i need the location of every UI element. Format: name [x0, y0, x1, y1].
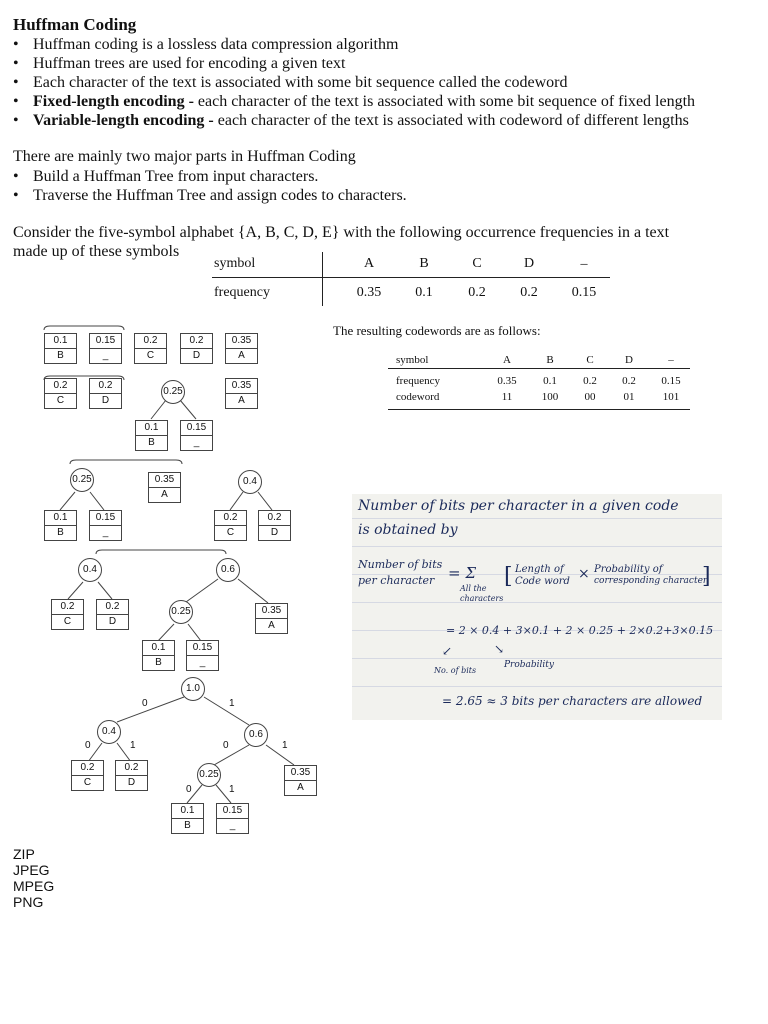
table-cell: 0.15 — [661, 375, 681, 387]
tree-node: 0.25 — [197, 763, 221, 787]
list-item: • Variable-length encoding - each character of the text is associated with codeword of different lengths — [13, 111, 695, 130]
tree-edge — [186, 579, 218, 602]
note-times: × — [578, 566, 590, 582]
edge-label: 0 — [142, 698, 148, 709]
table-cell: 0.2 — [622, 375, 636, 387]
parts-list — [13, 167, 407, 205]
table-cell: D — [523, 256, 535, 271]
tree-edge — [266, 745, 294, 765]
table-cell: 101 — [662, 391, 680, 403]
table-cell: 0.2 — [468, 285, 486, 300]
table-rule — [388, 368, 690, 369]
table-cell: 0.15 — [571, 285, 597, 300]
table-rule — [212, 277, 610, 278]
codeword-caption: The resulting codewords are as follows: — [333, 323, 541, 338]
table-cell: _ — [668, 350, 674, 362]
list-item: ZIP — [13, 846, 35, 862]
tree-edge — [70, 460, 182, 464]
table-cell: 01 — [623, 391, 635, 403]
leaf-box: 0.2 C — [51, 599, 84, 630]
leaf-box: 0.15 _ — [89, 333, 122, 364]
leaf-box: 0.35 A — [148, 472, 181, 503]
note-sum-sub: All the — [460, 584, 487, 593]
note-bracket: Length of — [515, 564, 564, 575]
tree-node: 1.0 — [181, 677, 205, 701]
table-cell: 0.35 — [497, 375, 517, 387]
tree-node: 0.4 — [238, 470, 262, 494]
leaf-box: 0.35 A — [255, 603, 288, 634]
table-cell: C — [472, 256, 482, 271]
table-rule — [388, 409, 690, 410]
table-cell: B — [546, 354, 554, 366]
leaf-box: 0.15 _ — [216, 803, 249, 834]
tree-node: 0.25 — [169, 600, 193, 624]
handwritten-note-image: Number of bits per character in a given code is obtained by Number of bits per character = Σ All the characters [ Length of Code word × Probability of corresponding character ] = 2 × 0.4 + 3×0.1 + 2 × 0.25 + 2×0.2+3×0.15 ↙ ↘ No. of bits Probability = 2.65 ≈ 3 bits per characters are allowed — [352, 494, 722, 720]
tree-edge — [188, 624, 201, 641]
note-bracket: Probability of — [594, 564, 663, 575]
tree-edge — [238, 579, 268, 603]
leaf-box: 0.1 B — [142, 640, 175, 671]
leaf-box: 0.2 D — [96, 599, 129, 630]
table-cell: 11 — [501, 391, 513, 403]
leaf-box: 0.2 C — [71, 760, 104, 791]
note-bracket: corresponding character — [594, 576, 708, 586]
table-cell: D — [625, 354, 633, 366]
note-line: Number of bits — [358, 558, 443, 571]
tree-edge — [117, 697, 184, 722]
leaf-box: 0.15 _ — [180, 420, 213, 451]
leaf-box: 0.2 D — [258, 510, 291, 541]
leaf-box: 0.1 B — [44, 333, 77, 364]
tree-node: 0.25 — [70, 468, 94, 492]
tree-node: 0.4 — [97, 720, 121, 744]
consider-line-1: Consider the five-symbol alphabet {A, B, C, D, E} with the following occurrence frequencies in a text — [13, 224, 670, 241]
list-item: JPEG — [13, 862, 50, 878]
note-label: Probability — [504, 660, 555, 670]
table-cell: 0.35 — [356, 285, 382, 300]
tree-edge — [96, 550, 226, 554]
edge-label: 1 — [229, 784, 235, 795]
row-label: symbol — [214, 256, 256, 271]
list-item: • Build a Huffman Tree from input characters. — [13, 167, 407, 186]
page-title: Huffman Coding — [13, 15, 137, 34]
row-label: symbol — [396, 354, 429, 366]
row-label: frequency — [214, 285, 270, 300]
tree-edge — [204, 697, 249, 725]
edge-label: 1 — [282, 740, 288, 751]
leaf-box: 0.2 D — [115, 760, 148, 791]
tree-node: 0.4 — [78, 558, 102, 582]
tree-node: 0.6 — [244, 723, 268, 747]
table-cell: 0.2 — [520, 285, 538, 300]
leaf-box: 0.15 _ — [89, 510, 122, 541]
table-cell: 0.1 — [415, 285, 433, 300]
definition-list — [13, 35, 695, 130]
list-item: • Huffman trees are used for encoding a given text — [13, 54, 695, 73]
table-cell: A — [363, 256, 375, 271]
table-cell: 100 — [541, 391, 559, 403]
leaf-box: 0.35 A — [225, 333, 258, 364]
table-cell: 00 — [584, 391, 596, 403]
tree-edge — [98, 582, 112, 599]
table-cell: B — [419, 256, 429, 271]
note-calc: = 2 × 0.4 + 3×0.1 + 2 × 0.25 + 2×0.2+3×0.15 — [446, 624, 714, 637]
tree-node: 0.25 — [161, 380, 185, 404]
leaf-box: 0.1 B — [44, 510, 77, 541]
frequency-table — [212, 252, 610, 306]
tree-node: 0.6 — [216, 558, 240, 582]
tree-edge — [44, 326, 124, 330]
leaf-box: 0.2 C — [134, 333, 167, 364]
leaf-box: 0.2 D — [89, 378, 122, 409]
list-item: • Huffman coding is a lossless data compression algorithm — [13, 35, 695, 54]
edge-label: 1 — [130, 740, 136, 751]
codeword-table — [388, 350, 690, 410]
leaf-box: 0.1 B — [135, 420, 168, 451]
note-line: Number of bits per character in a given code — [358, 498, 679, 514]
note-sum: = Σ — [448, 564, 476, 582]
table-cell: 0.2 — [583, 375, 597, 387]
consider-line-2: made up of these symbols — [13, 243, 180, 260]
tree-edge — [60, 492, 75, 510]
tree-edge — [158, 624, 174, 641]
leaf-box: 0.15 _ — [186, 640, 219, 671]
list-item: • Each character of the text is associated with some bit sequence called the codeword — [13, 73, 695, 92]
leaf-box: 0.2 D — [180, 333, 213, 364]
list-item: PNG — [13, 894, 44, 910]
table-cell: _ — [580, 252, 588, 267]
edge-label: 0 — [186, 784, 192, 795]
table-cell: C — [586, 354, 594, 366]
tree-edge — [180, 400, 196, 419]
note-result: = 2.65 ≈ 3 bits per characters are allowed — [442, 694, 703, 708]
note-line: per character — [358, 574, 435, 587]
edge-label: 0 — [85, 740, 91, 751]
note-sum-sub: characters — [460, 594, 504, 603]
edge-label: 1 — [229, 698, 235, 709]
leaf-box: 0.1 B — [171, 803, 204, 834]
table-rule — [322, 252, 323, 306]
leaf-box: 0.2 C — [44, 378, 77, 409]
table-cell: 0.1 — [543, 375, 557, 387]
tree-edge — [230, 492, 243, 510]
table-cell: A — [503, 354, 511, 366]
list-item: • Traverse the Huffman Tree and assign codes to characters. — [13, 186, 407, 205]
row-label: frequency — [396, 375, 440, 387]
edge-label: 0 — [223, 740, 229, 751]
note-line: is obtained by — [358, 522, 458, 538]
tree-edge — [151, 400, 166, 419]
leaf-box: 0.35 A — [225, 378, 258, 409]
leaf-box: 0.2 C — [214, 510, 247, 541]
parts-intro-text: There are mainly two major parts in Huffman Coding — [13, 148, 356, 165]
list-item: • Fixed-length encoding - each character of the text is associated with some bit sequence of fixed length — [13, 92, 695, 111]
tree-edge — [258, 492, 272, 510]
note-bracket: Code word — [515, 576, 570, 587]
list-item: MPEG — [13, 878, 55, 894]
leaf-box: 0.35 A — [284, 765, 317, 796]
tree-edge — [90, 492, 104, 510]
row-label: codeword — [396, 391, 440, 403]
format-list — [13, 846, 54, 910]
note-label: No. of bits — [434, 666, 477, 675]
tree-edge — [214, 745, 249, 765]
tree-edge — [68, 582, 83, 599]
